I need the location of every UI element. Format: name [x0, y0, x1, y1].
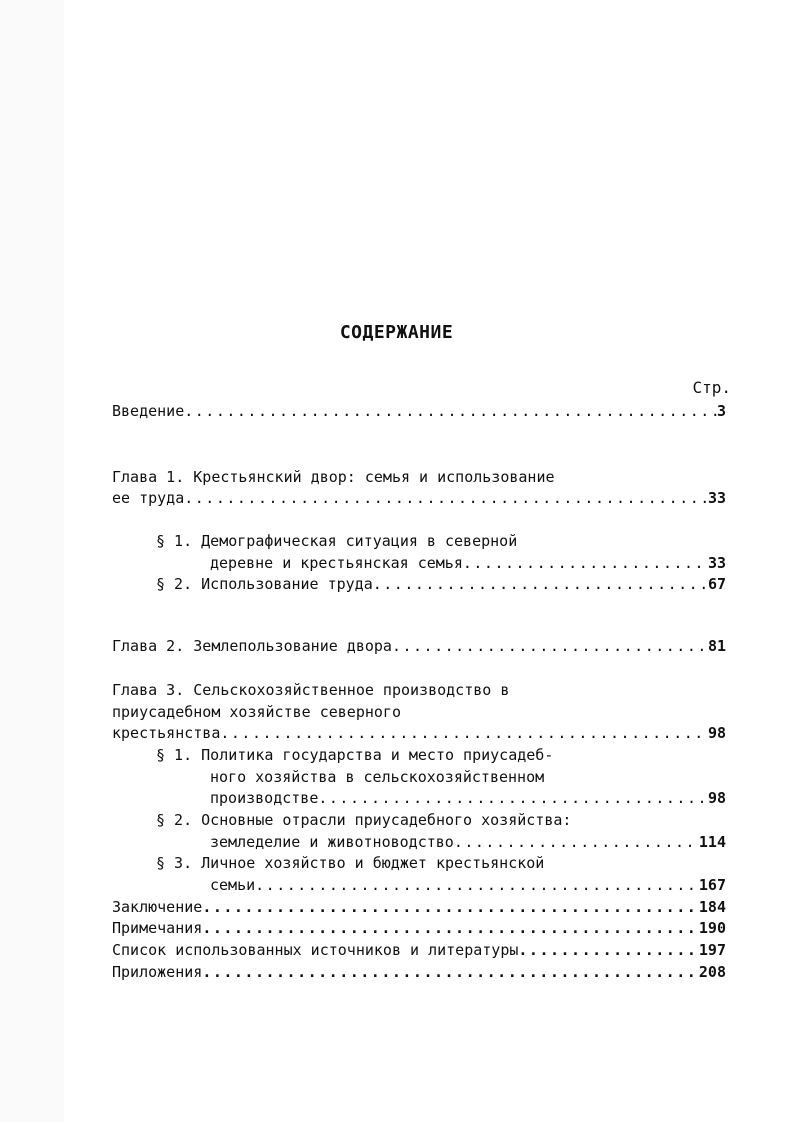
dot-leader	[373, 574, 708, 596]
toc-entry-ch3-section1[interactable]	[112, 788, 726, 810]
page-title: СОДЕРЖАНИЕ	[339, 322, 454, 343]
dot-leader	[318, 788, 708, 810]
toc-page-number: 114	[698, 832, 726, 851]
toc-page-number: 98	[707, 724, 726, 743]
toc-chapter3-title-line1: Глава 3. Сельскохозяйственное производство в	[112, 680, 510, 699]
page-column-label: Стр.	[692, 378, 731, 397]
toc-entry-ch1-section1[interactable]	[112, 553, 726, 575]
toc-entry-title: Список использованных источников и литературы	[112, 941, 519, 960]
toc-entry-sources[interactable]	[112, 940, 726, 962]
dot-leader	[518, 940, 699, 962]
toc-entry-title: деревне и крестьянская семья	[210, 553, 463, 572]
toc-page-number: 98	[707, 789, 726, 808]
toc-entry-ch3-section3[interactable]	[112, 875, 726, 897]
toc-page-number: 3	[716, 402, 726, 420]
toc-page-number: 67	[707, 575, 726, 594]
toc-entry-title: ее труда	[112, 489, 185, 508]
toc-entry-title: земледелие и животноводство	[210, 832, 454, 851]
toc-page-number: 190	[698, 919, 726, 938]
toc-entry-ch1-section2[interactable]	[112, 574, 726, 596]
toc-page-number: 81	[707, 637, 726, 656]
toc-entry-notes[interactable]	[112, 918, 726, 940]
toc-chapter1-title-line1: Глава 1. Крестьянский двор: семья и использование	[112, 467, 555, 486]
dot-leader	[220, 723, 708, 745]
toc-page-number: 167	[698, 876, 726, 894]
toc-page-number: 184	[698, 897, 726, 916]
toc-entry-title: семьи	[210, 876, 256, 894]
toc-ch3-section3-line1: § 3. Личное хозяйство и бюджет крестьянской	[156, 854, 545, 873]
dot-leader	[255, 875, 699, 897]
toc-ch3-section1-line1: § 1. Политика государства и место приусадеб-	[156, 745, 554, 764]
toc-page-number: 197	[698, 941, 726, 960]
dot-leader	[202, 918, 699, 940]
dot-leader	[184, 488, 708, 510]
toc-entry-intro[interactable]	[112, 401, 726, 423]
toc-entry-title: Приложения	[112, 962, 203, 981]
toc-entry-title: крестьянства	[112, 724, 221, 743]
toc-ch3-section2-line1: § 2. Основные отрасли приусадебного хозяйства:	[156, 810, 572, 829]
toc-entry-chapter3[interactable]	[112, 723, 726, 745]
toc-entry-chapter2[interactable]	[112, 636, 726, 658]
toc-entry-title: Введение	[112, 402, 185, 420]
toc-ch3-section1-line2: ного хозяйства в сельскохозяйственном	[210, 767, 545, 786]
toc-entry-chapter1[interactable]	[112, 488, 726, 510]
toc-page-number: 33	[707, 489, 726, 508]
toc-entry-appendices[interactable]	[112, 962, 726, 984]
toc-entry-title: производстве	[210, 789, 319, 808]
toc-entry-title: Глава 2. Землепользование двора	[112, 637, 392, 656]
dot-leader	[184, 401, 717, 423]
dot-leader	[202, 897, 699, 919]
dot-leader	[202, 962, 699, 984]
table-of-contents	[112, 401, 726, 983]
toc-page-number: 33	[707, 553, 726, 572]
toc-entry-conclusion[interactable]	[112, 897, 726, 919]
toc-entry-title: § 2. Использование труда	[156, 575, 373, 594]
toc-entry-ch3-section2[interactable]	[112, 832, 726, 854]
toc-entry-title: Примечания	[112, 919, 203, 938]
dot-leader	[392, 636, 708, 658]
toc-entry-title: Заключение	[112, 897, 203, 916]
dot-leader	[463, 553, 708, 575]
toc-chapter3-title-line2: приусадебном хозяйстве северного	[112, 702, 401, 721]
toc-ch1-section1-line1: § 1. Демографическая ситуация в северной	[156, 532, 518, 551]
toc-page-number: 208	[698, 962, 726, 981]
page-shadow-edge	[0, 0, 64, 1122]
dot-leader	[454, 832, 699, 854]
